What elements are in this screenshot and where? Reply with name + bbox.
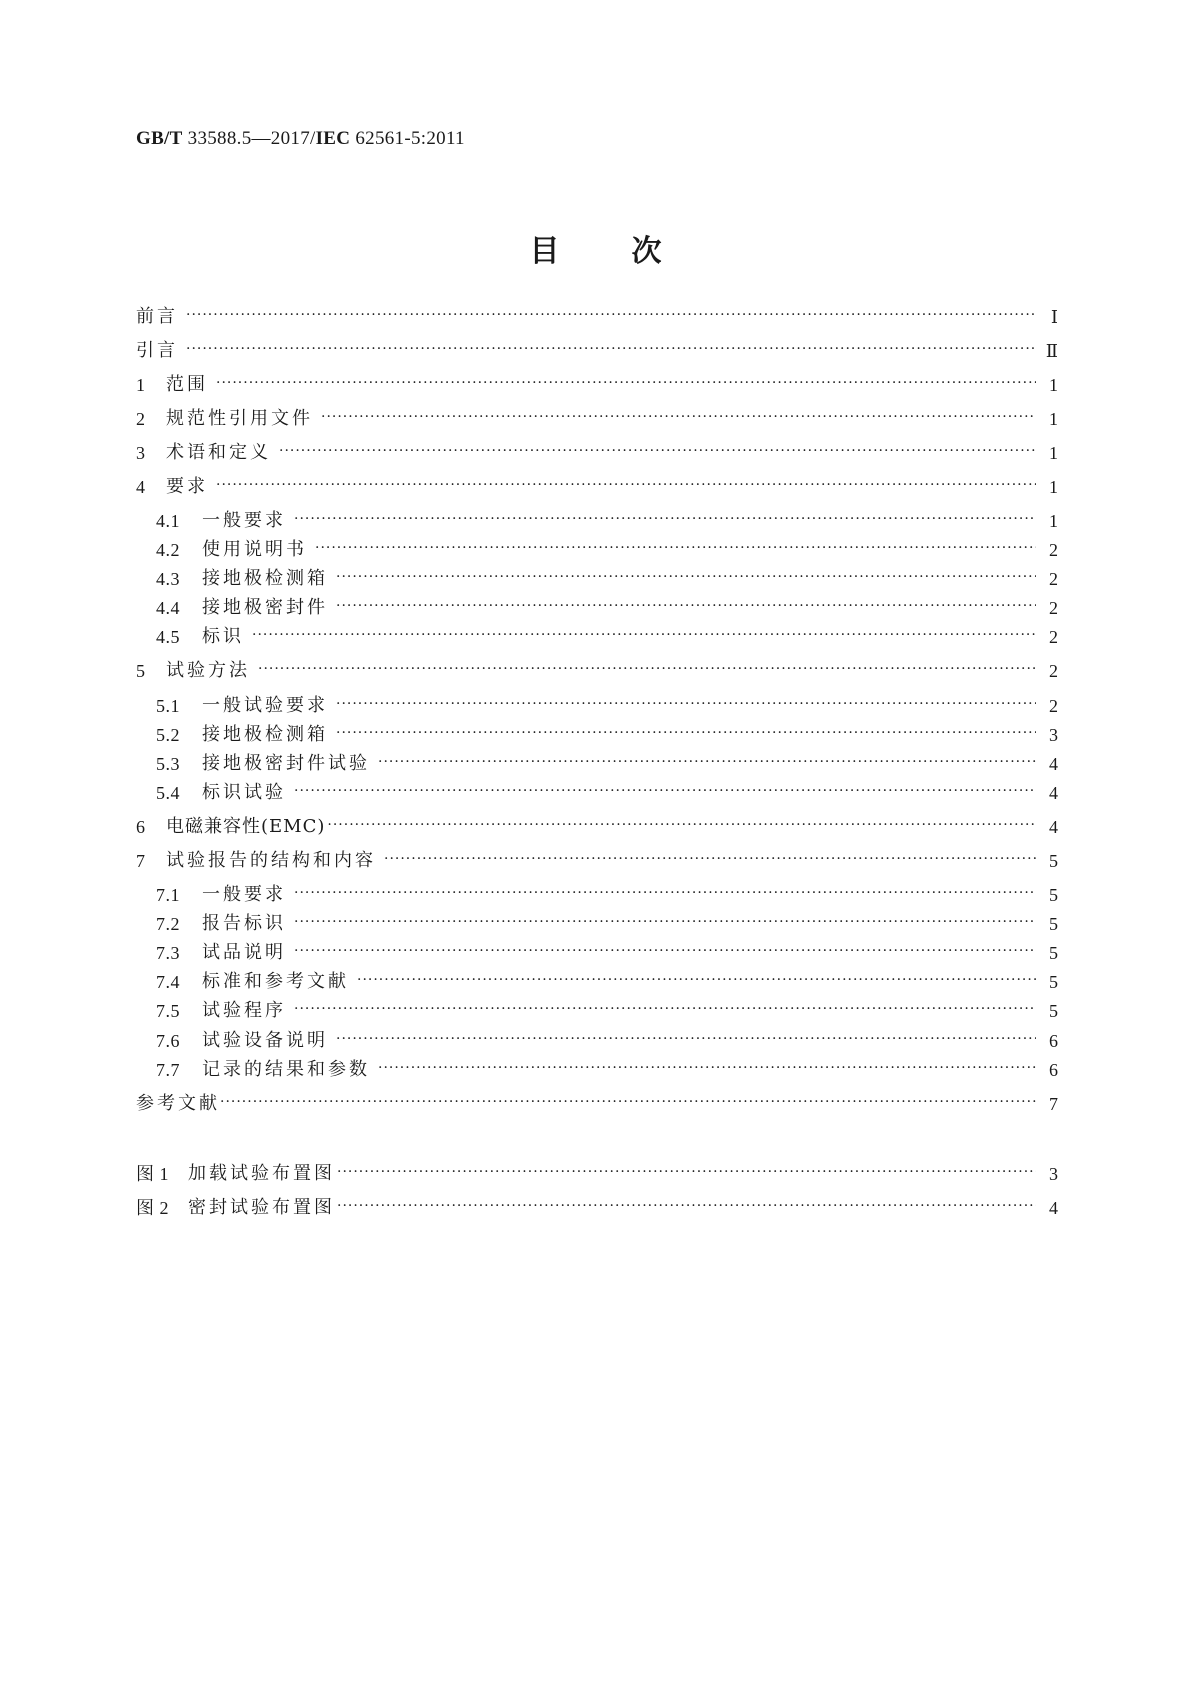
toc-entry-page: 2 (1049, 696, 1058, 716)
toc-entry-number: 4 (136, 477, 146, 497)
toc-leader-dots (258, 657, 1036, 685)
toc-entry-7-5[interactable] (136, 997, 1058, 1025)
page-title (0, 226, 1191, 270)
toc-entry-page: 2 (1049, 598, 1058, 618)
toc-entry-1[interactable] (136, 371, 1058, 399)
toc-figure-page: 3 (1049, 1164, 1058, 1184)
toc-entry-page: 1 (1049, 443, 1058, 463)
toc-leader-dots (294, 881, 1036, 909)
toc-figure-number: 图 1 (136, 1164, 169, 1184)
toc-entry-page: 5 (1049, 972, 1058, 992)
toc-entry-label: 范围 (166, 374, 208, 395)
toc-entry-4-3[interactable] (136, 565, 1058, 593)
toc-entry-label: 标识试验 (202, 782, 286, 803)
toc-entry-4-1[interactable] (136, 507, 1058, 535)
toc-entry-page: 5 (1049, 1001, 1058, 1021)
toc-entry-7-4[interactable] (136, 968, 1058, 996)
toc-entry-page: 5 (1049, 914, 1058, 934)
toc-leader-dots (336, 721, 1036, 749)
toc-entry-label: 试验方法 (166, 660, 250, 681)
toc-entry-label: 试验程序 (202, 1000, 286, 1021)
toc-entry-number: 5.1 (156, 696, 180, 716)
toc-leader-dots (294, 910, 1036, 938)
toc-entry-page: 4 (1049, 817, 1058, 837)
toc-leader-dots (186, 303, 1036, 331)
toc-entry-7[interactable] (136, 847, 1058, 875)
toc-entry-number: 7.7 (156, 1060, 180, 1080)
toc-entry-page: 5 (1049, 943, 1058, 963)
toc-entry-number: 4.2 (156, 540, 180, 560)
toc-entry-label: 电磁兼容性(EMC) (166, 816, 326, 837)
toc-entry-number: 6 (136, 817, 146, 837)
toc-entry-page: 4 (1049, 783, 1058, 803)
toc-entry-number: 7.1 (156, 885, 180, 905)
toc-entry-label: 前言 (136, 306, 178, 327)
standard-code-iec: IEC (315, 128, 351, 149)
title-char-1: 目 (529, 234, 560, 269)
toc-leader-dots (220, 1090, 1036, 1118)
standard-code-number: 33588.5—2017/ (182, 128, 316, 149)
toc-leader-dots (336, 594, 1036, 622)
toc-entry-4-2[interactable] (136, 536, 1058, 564)
toc-entry-page: Ⅰ (1050, 307, 1058, 327)
toc-leader-dots (186, 337, 1036, 365)
toc-entry-number: 7 (136, 851, 146, 871)
toc-leader-dots (378, 750, 1036, 778)
toc-entry-label: 规范性引用文件 (166, 408, 313, 429)
toc-entry-page: 5 (1049, 885, 1058, 905)
toc-entry-number: 4.5 (156, 627, 180, 647)
toc-entry-number: 4.1 (156, 511, 180, 531)
toc-leader-dots (216, 371, 1036, 399)
toc-entry-label: 接地极密封件 (202, 597, 328, 618)
toc-figure-label: 加载试验布置图 (188, 1163, 335, 1184)
toc-entry-label: 引言 (136, 340, 178, 361)
toc-figure-page: 4 (1049, 1198, 1058, 1218)
toc-leader-dots (336, 692, 1036, 720)
toc-leader-dots (378, 1056, 1036, 1084)
toc-entry-number: 7.6 (156, 1031, 180, 1051)
toc-entry-label: 记录的结果和参数 (202, 1059, 370, 1080)
toc-entry-number: 4.4 (156, 598, 180, 618)
toc-entry-5-3[interactable] (136, 750, 1058, 778)
toc-entry-4-5[interactable] (136, 623, 1058, 651)
toc-entry-foreword[interactable] (136, 303, 1058, 331)
toc-entry-label: 试验设备说明 (202, 1030, 328, 1051)
toc-entry-7-6[interactable] (136, 1027, 1058, 1055)
title-char-2: 次 (631, 234, 662, 269)
toc-entry-page: 6 (1049, 1031, 1058, 1051)
toc-entry-page: 3 (1049, 725, 1058, 745)
toc-entry-label: 一般要求 (202, 884, 286, 905)
toc-entry-5-1[interactable] (136, 692, 1058, 720)
toc-figure-label: 密封试验布置图 (188, 1197, 335, 1218)
toc-entry-page: 6 (1049, 1060, 1058, 1080)
toc-entry-number: 1 (136, 375, 146, 395)
toc-entry-label: 接地极密封件试验 (202, 753, 370, 774)
toc-entry-label: 接地极检测箱 (202, 568, 328, 589)
toc-leader-dots (336, 565, 1036, 593)
toc-figure-2[interactable] (136, 1194, 1058, 1222)
toc-leader-dots (252, 623, 1036, 651)
standard-code (136, 128, 465, 150)
toc-entry-page: 1 (1049, 477, 1058, 497)
toc-leader-dots (321, 405, 1036, 433)
toc-entry-5[interactable] (136, 657, 1058, 685)
toc-entry-number: 5 (136, 661, 146, 681)
toc-entry-5-4[interactable] (136, 779, 1058, 807)
toc-leader-dots (337, 1194, 1036, 1222)
toc-entry-page: Ⅱ (1045, 341, 1058, 361)
toc-entry-label: 标准和参考文献 (202, 971, 349, 992)
toc-entry-4-4[interactable] (136, 594, 1058, 622)
toc-entry-number: 5.3 (156, 754, 180, 774)
toc-leader-dots (337, 1160, 1036, 1188)
toc-entry-7-1[interactable] (136, 881, 1058, 909)
toc-entry-number: 4.3 (156, 569, 180, 589)
toc-leader-dots (294, 997, 1036, 1025)
toc-entry-page: 2 (1049, 540, 1058, 560)
toc-entry-3[interactable] (136, 439, 1058, 467)
toc-entry-page: 5 (1049, 851, 1058, 871)
toc-entry-number: 7.3 (156, 943, 180, 963)
toc-entry-introduction[interactable] (136, 337, 1058, 365)
toc-entry-7-2[interactable] (136, 910, 1058, 938)
toc-entry-number: 5.2 (156, 725, 180, 745)
toc-entry-label: 报告标识 (202, 913, 286, 934)
toc-leader-dots (315, 536, 1036, 564)
toc-entry-label: 试品说明 (202, 942, 286, 963)
toc-entry-4[interactable] (136, 473, 1058, 501)
standard-code-iec-number: 62561-5:2011 (350, 128, 465, 149)
toc-entry-label: 一般试验要求 (202, 695, 328, 716)
toc-entry-page: 1 (1049, 409, 1058, 429)
toc-entry-number: 7.4 (156, 972, 180, 992)
toc-entry-label: 使用说明书 (202, 539, 307, 560)
toc-leader-dots (384, 847, 1036, 875)
toc-entry-page: 1 (1049, 511, 1058, 531)
toc-entry-label: 试验报告的结构和内容 (166, 850, 376, 871)
standard-code-prefix: GB/T (136, 128, 183, 149)
toc-entry-label: 要求 (166, 476, 208, 497)
toc-figure-1[interactable] (136, 1160, 1058, 1188)
toc-entry-number: 2 (136, 409, 146, 429)
toc-entry-page: 4 (1049, 754, 1058, 774)
toc-entry-2[interactable] (136, 405, 1058, 433)
toc-entry-7-3[interactable] (136, 939, 1058, 967)
toc-entry-7-7[interactable] (136, 1056, 1058, 1084)
toc-leader-dots (327, 813, 1036, 841)
toc-leader-dots (294, 779, 1036, 807)
toc-entry-label: 接地极检测箱 (202, 724, 328, 745)
toc-entry-label: 一般要求 (202, 510, 286, 531)
toc-entry-page: 1 (1049, 375, 1058, 395)
toc-entry-6[interactable] (136, 813, 1058, 841)
toc-entry-bibliography[interactable] (136, 1090, 1058, 1118)
toc-entry-page: 2 (1049, 569, 1058, 589)
toc-entry-label: 参考文献 (136, 1093, 220, 1114)
toc-entry-page: 7 (1049, 1094, 1058, 1114)
toc-entry-number: 5.4 (156, 783, 180, 803)
toc-leader-dots (336, 1027, 1036, 1055)
toc-figure-number: 图 2 (136, 1198, 169, 1218)
toc-leader-dots (279, 439, 1036, 467)
toc-entry-label: 术语和定义 (166, 442, 271, 463)
toc-entry-page: 2 (1049, 661, 1058, 681)
toc-entry-page: 2 (1049, 627, 1058, 647)
toc-entry-label: 标识 (202, 626, 244, 647)
toc-entry-number: 3 (136, 443, 146, 463)
toc-entry-number: 7.2 (156, 914, 180, 934)
toc-entry-number: 7.5 (156, 1001, 180, 1021)
toc-leader-dots (294, 507, 1036, 535)
toc-leader-dots (294, 939, 1036, 967)
toc-entry-5-2[interactable] (136, 721, 1058, 749)
toc-leader-dots (216, 473, 1036, 501)
toc-leader-dots (357, 968, 1036, 996)
